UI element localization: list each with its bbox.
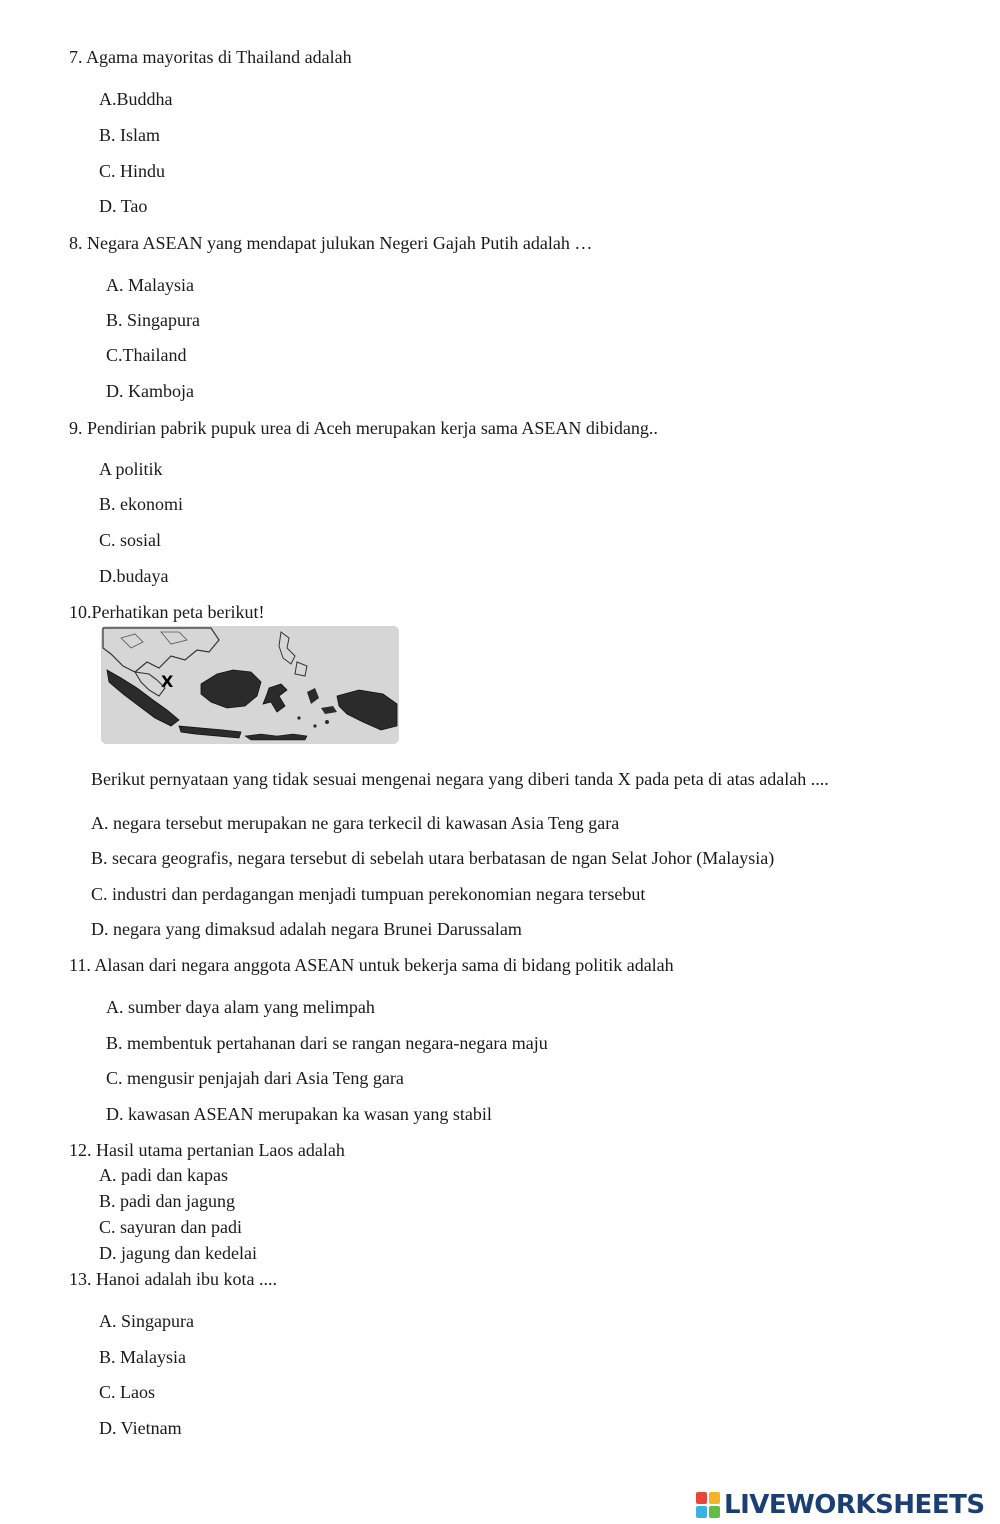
question-9-option-c[interactable]: C. sosial: [99, 530, 162, 550]
question-8-option-b[interactable]: B. Singapura: [106, 310, 200, 330]
question-13-option-a[interactable]: A. Singapura: [99, 1311, 194, 1331]
question-9-option-a[interactable]: A politik: [99, 459, 163, 479]
liveworksheets-mark-icon: [696, 1492, 720, 1518]
question-12-option-c[interactable]: C. sayuran dan padi: [99, 1217, 242, 1237]
question-7-option-b[interactable]: B. Islam: [99, 125, 160, 145]
question-12-option-a[interactable]: A. padi dan kapas: [99, 1165, 228, 1185]
question-7-option-a[interactable]: A.Buddha: [99, 89, 173, 109]
question-13-option-d[interactable]: D. Vietnam: [99, 1418, 182, 1438]
liveworksheets-wordmark: LIVEWORKSHEETS: [724, 1490, 985, 1520]
question-8-option-d[interactable]: D. Kamboja: [106, 381, 194, 401]
question-12-option-b[interactable]: B. padi dan jagung: [99, 1191, 235, 1211]
question-10-option-a[interactable]: A. negara tersebut merupakan ne gara terkecil di kawasan Asia Teng gara: [91, 813, 620, 833]
question-11-text: 11. Alasan dari negara anggota ASEAN untuk bekerja sama di bidang politik adalah: [69, 955, 674, 975]
southeast-asia-map: [101, 626, 399, 744]
question-10-prompt: Berikut pernyataan yang tidak sesuai mengenai negara yang diberi tanda X pada peta di atas adalah ....: [91, 769, 829, 789]
question-11-option-a[interactable]: A. sumber daya alam yang melimpah: [106, 997, 375, 1017]
question-9-option-d[interactable]: D.budaya: [99, 566, 169, 586]
question-13-text: 13. Hanoi adalah ibu kota ....: [69, 1269, 277, 1289]
question-8-option-a[interactable]: A. Malaysia: [106, 275, 194, 295]
question-8-text: 8. Negara ASEAN yang mendapat julukan Negeri Gajah Putih adalah …: [69, 233, 593, 253]
question-10-option-b[interactable]: B. secara geografis, negara tersebut di sebelah utara berbatasan de ngan Selat Johor (Malaysia): [91, 848, 775, 868]
map-graphic: [101, 626, 399, 744]
question-7-option-c[interactable]: C. Hindu: [99, 161, 166, 181]
question-11-option-c[interactable]: C. mengusir penjajah dari Asia Teng gara: [106, 1068, 404, 1088]
liveworksheets-logo[interactable]: [696, 1490, 985, 1520]
question-10-text: 10.Perhatikan peta berikut!: [69, 602, 265, 622]
question-8-option-c[interactable]: C.Thailand: [106, 345, 187, 365]
question-7-text: 7. Agama mayoritas di Thailand adalah: [69, 47, 352, 67]
map-x-marker: X: [161, 672, 174, 691]
question-12-option-d[interactable]: D. jagung dan kedelai: [99, 1243, 257, 1263]
question-13-option-b[interactable]: B. Malaysia: [99, 1347, 186, 1367]
question-7-option-d[interactable]: D. Tao: [99, 196, 148, 216]
question-12-text: 12. Hasil utama pertanian Laos adalah: [69, 1140, 345, 1160]
question-9-text: 9. Pendirian pabrik pupuk urea di Aceh merupakan kerja sama ASEAN dibidang..: [69, 418, 658, 438]
question-11-option-b[interactable]: B. membentuk pertahanan dari se rangan negara-negara maju: [106, 1033, 548, 1053]
question-10-option-d[interactable]: D. negara yang dimaksud adalah negara Brunei Darussalam: [91, 919, 522, 939]
question-10-option-c[interactable]: C. industri dan perdagangan menjadi tumpuan perekonomian negara tersebut: [91, 884, 646, 904]
question-13-option-c[interactable]: C. Laos: [99, 1382, 155, 1402]
question-9-option-b[interactable]: B. ekonomi: [99, 494, 183, 514]
question-11-option-d[interactable]: D. kawasan ASEAN merupakan ka wasan yang stabil: [106, 1104, 492, 1124]
